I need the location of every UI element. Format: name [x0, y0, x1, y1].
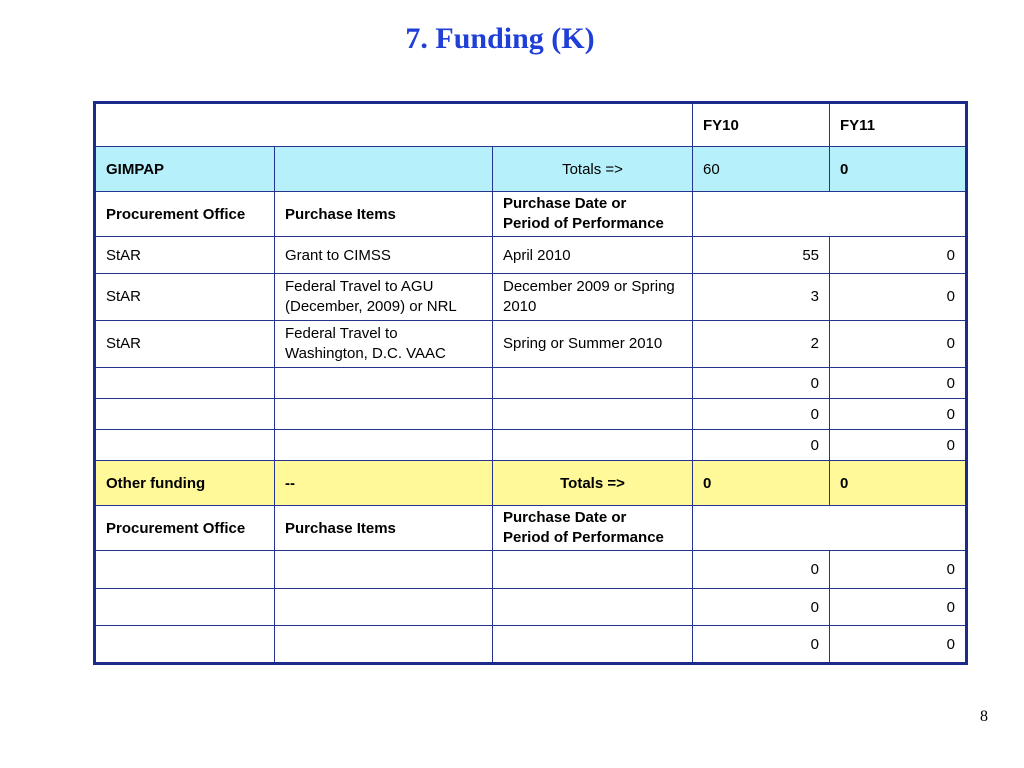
table-row — [95, 551, 967, 589]
table-row — [95, 626, 967, 664]
purchase-date-cell — [493, 589, 693, 626]
procurement-office-cell — [95, 399, 275, 430]
page-number: 8 — [980, 708, 988, 725]
purchase-date-cell — [493, 626, 693, 664]
purchase-items-cell — [275, 430, 493, 461]
group-row-other-funding — [95, 461, 967, 506]
purchase-items-cell: Grant to CIMSS — [275, 237, 493, 274]
group-name: Other funding — [95, 461, 275, 506]
procurement-office-cell — [95, 626, 275, 664]
fy10-cell: 0 — [693, 430, 830, 461]
table-row — [95, 430, 967, 461]
fy10-cell: 2 — [693, 321, 830, 368]
purchase-items-cell: Federal Travel to Washington, D.C. VAAC — [275, 321, 493, 368]
fy11-cell: 0 — [830, 274, 967, 321]
fy11-cell: 0 — [830, 321, 967, 368]
fy10-cell: 3 — [693, 274, 830, 321]
purchase-date-cell — [493, 399, 693, 430]
procurement-office-header: Procurement Office — [95, 506, 275, 551]
purchase-date-cell: Spring or Summer 2010 — [493, 321, 693, 368]
fy10-cell: 0 — [693, 399, 830, 430]
fy11-cell: 0 — [830, 368, 967, 399]
fy10-header: FY10 — [693, 103, 830, 147]
procurement-office-cell — [95, 589, 275, 626]
group-row-gimpap — [95, 147, 967, 192]
group-extra: -- — [275, 461, 493, 506]
fy10-cell: 0 — [693, 626, 830, 664]
purchase-items-cell — [275, 589, 493, 626]
purchase-date-header-line1: Purchase Date or — [503, 509, 627, 526]
fiscal-year-header-row — [95, 103, 967, 147]
purchase-items-cell — [275, 368, 493, 399]
purchase-date-cell — [493, 368, 693, 399]
table-row — [95, 321, 967, 368]
procurement-office-cell — [95, 368, 275, 399]
fy11-cell: 0 — [830, 551, 967, 589]
purchase-date-header-line2: Period of Performance — [503, 529, 664, 546]
group-name: GIMPAP — [95, 147, 275, 192]
totals-label: Totals => — [493, 461, 693, 506]
slide-title: 7. Funding (K) — [405, 22, 595, 55]
header-empty-cell — [95, 103, 693, 147]
procurement-office-cell: StAR — [95, 321, 275, 368]
column-subheader-row — [95, 506, 967, 551]
total-fy10: 60 — [693, 147, 830, 192]
fy11-cell: 0 — [830, 399, 967, 430]
total-fy11: 0 — [830, 461, 967, 506]
purchase-date-cell: December 2009 or Spring 2010 — [493, 274, 693, 321]
purchase-items-cell — [275, 551, 493, 589]
procurement-office-cell: StAR — [95, 237, 275, 274]
fy11-cell: 0 — [830, 589, 967, 626]
purchase-date-cell — [493, 430, 693, 461]
purchase-items-cell — [275, 399, 493, 430]
purchase-date-header — [493, 506, 693, 551]
procurement-office-header: Procurement Office — [95, 192, 275, 237]
subheader-empty-cell — [693, 506, 967, 551]
table-row — [95, 368, 967, 399]
procurement-office-cell — [95, 430, 275, 461]
table-row — [95, 237, 967, 274]
fy10-cell: 0 — [693, 589, 830, 626]
table-row — [95, 399, 967, 430]
column-subheader-row — [95, 192, 967, 237]
subheader-empty-cell — [693, 192, 967, 237]
fy10-cell: 55 — [693, 237, 830, 274]
fy11-cell: 0 — [830, 430, 967, 461]
purchase-items-cell: Federal Travel to AGU (December, 2009) or NRL — [275, 274, 493, 321]
fy11-cell: 0 — [830, 237, 967, 274]
purchase-date-cell — [493, 551, 693, 589]
total-fy10: 0 — [693, 461, 830, 506]
purchase-date-header-line2: Period of Performance — [503, 215, 664, 232]
purchase-items-header: Purchase Items — [275, 506, 493, 551]
purchase-items-header: Purchase Items — [275, 192, 493, 237]
table-row — [95, 274, 967, 321]
purchase-date-cell: April 2010 — [493, 237, 693, 274]
purchase-date-header-line1: Purchase Date or — [503, 195, 627, 212]
funding-table — [93, 101, 968, 665]
fy11-header: FY11 — [830, 103, 967, 147]
procurement-office-cell: StAR — [95, 274, 275, 321]
fy10-cell: 0 — [693, 368, 830, 399]
totals-label: Totals => — [493, 147, 693, 192]
fy11-cell: 0 — [830, 626, 967, 664]
purchase-items-cell — [275, 626, 493, 664]
table-row — [95, 589, 967, 626]
total-fy11: 0 — [830, 147, 967, 192]
fy10-cell: 0 — [693, 551, 830, 589]
procurement-office-cell — [95, 551, 275, 589]
group-extra — [275, 147, 493, 192]
purchase-date-header — [493, 192, 693, 237]
